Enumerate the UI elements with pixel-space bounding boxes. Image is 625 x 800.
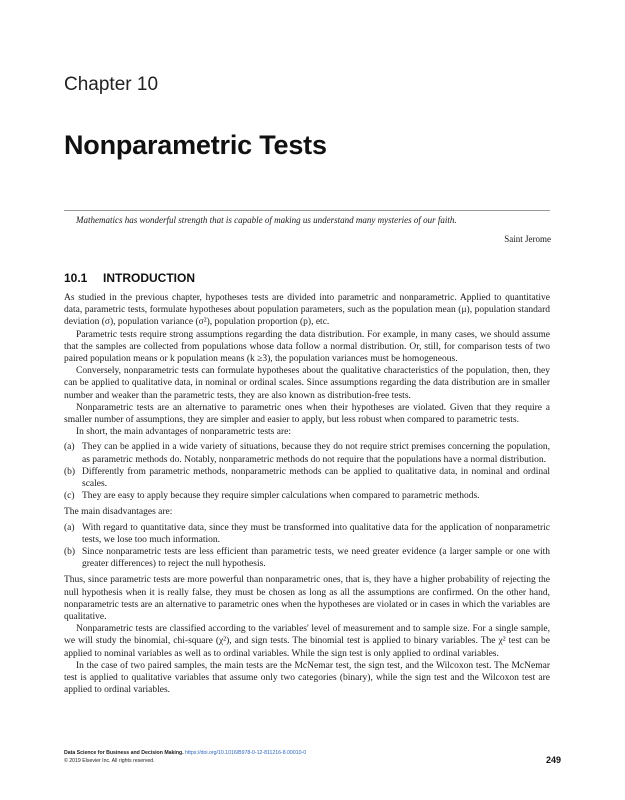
page-footer [64,749,306,765]
list-marker: (c) [64,491,75,502]
paragraph: Nonparametric tests are an alternative to parametric ones when their hypotheses are violated. Given that they require a smaller number of assumptions, they are simpler and easier to apply, but less robust when compared to parametric tests. [64,402,550,426]
paragraph: Parametric tests require strong assumptions regarding the data distribution. For example, in many cases, we should assume that the samples are collected from populations whose data follow a normal distribution. Or, still, for comparison tests of two paired population means or k population means (k ≥3), the population variances must be homogeneous. [64,329,550,365]
list-item [64,466,550,490]
list-item [64,522,550,546]
advantages-list [64,441,550,502]
epigraph-quote: Mathematics has wonderful strength that is capable of making us understand many mysteries of our faith. [76,215,457,225]
list-item-text: Since nonparametric tests are less efficient than parametric tests, we need greater evidence (a larger sample or one with greater differences) to reject the null hypothesis. [82,547,550,570]
book-title: Data Science for Business and Decision Making. [64,750,184,756]
list-item-text: With regard to quantitative data, since they must be transformed into qualitative data for the application of nonparametric tests, we lose too much information. [82,522,550,545]
paragraph: In short, the main advantages of nonparametric tests are: [76,427,291,438]
section-heading [64,271,195,285]
list-marker: (b) [64,547,76,558]
list-item-text: They can be applied in a wide variety of situations, because they do not require strict premises concerning the population, as parametric methods do. Notably, nonparametric methods do not require that the populations have a normal distribution. [82,442,550,465]
list-item [64,546,550,570]
body-text [64,292,550,697]
list-marker: (a) [64,442,75,453]
list-item [64,490,550,502]
paragraph: Thus, since parametric tests are more powerful than nonparametric ones, that is, they have a higher probability of rejecting the null hypothesis when it is really false, they must be chosen as long as all the assumptions are confirmed. On the other hand, nonparametric tests are an alternative to parametric ones when the hypotheses are violated or in cases in which the variables are qualitative. [64,575,550,623]
copyright-notice: © 2019 Elsevier Inc. All rights reserved. [64,758,155,764]
paragraph: The main disadvantages are: [64,507,173,518]
section-title: INTRODUCTION [103,271,195,285]
doi-link[interactable]: https://doi.org/10.1016/B978-0-12-811216-8.00010-0 [185,750,307,756]
list-marker: (b) [64,466,76,477]
section-number: 10.1 [64,271,88,285]
paragraph: In the case of two paired samples, the main tests are the McNemar test, the sign test, and the Wilcoxon test. The McNemar test is applied to qualitative variables that assume only two categories (binary), while the sign test and the Wilcoxon test are applied to ordinal variables. [64,660,550,696]
chapter-title: Nonparametric Tests [64,130,327,160]
paragraph: As studied in the previous chapter, hypotheses tests are divided into parametric and nonparametric. Applied to quantitative data, parametric tests, formulate hypotheses about population parameters, such as the population mean (μ), population standard deviation (σ), population variance (σ²), population proportion (p), etc. [64,293,550,328]
list-marker: (a) [64,522,75,533]
paragraph: Nonparametric tests are classified according to the variables' level of measurement and to sample size. For a single sample, we will study the binomial, chi-square (χ²), and sign tests. The binomial test is applied to binary variables. The χ² test can be applied to nominal variables as well as to ordinal variables. While the sign test is only applied to ordinal variables. [64,624,550,659]
list-item-text: Differently from parametric methods, nonparametric methods can be applied to qualitative data, in nominal and ordinal scales. [82,466,550,490]
list-item [64,441,550,465]
page-number: 249 [545,755,561,765]
epigraph-divider [64,210,550,211]
paragraph: Conversely, nonparametric tests can formulate hypotheses about the qualitative characteristics of the population, then, they can be applied to qualitative data, in nominal or ordinal scales. Since assumptions regarding the data distribution are in smaller number and weaker than the parametric tests, they are also known as distribution-free tests. [64,366,550,401]
disadvantages-list [64,522,550,571]
epigraph-author: Saint Jerome [504,234,551,244]
list-item-text: They are easy to apply because they require simpler calculations when compared to parametric methods. [82,491,480,502]
chapter-label: Chapter 10 [64,74,159,95]
